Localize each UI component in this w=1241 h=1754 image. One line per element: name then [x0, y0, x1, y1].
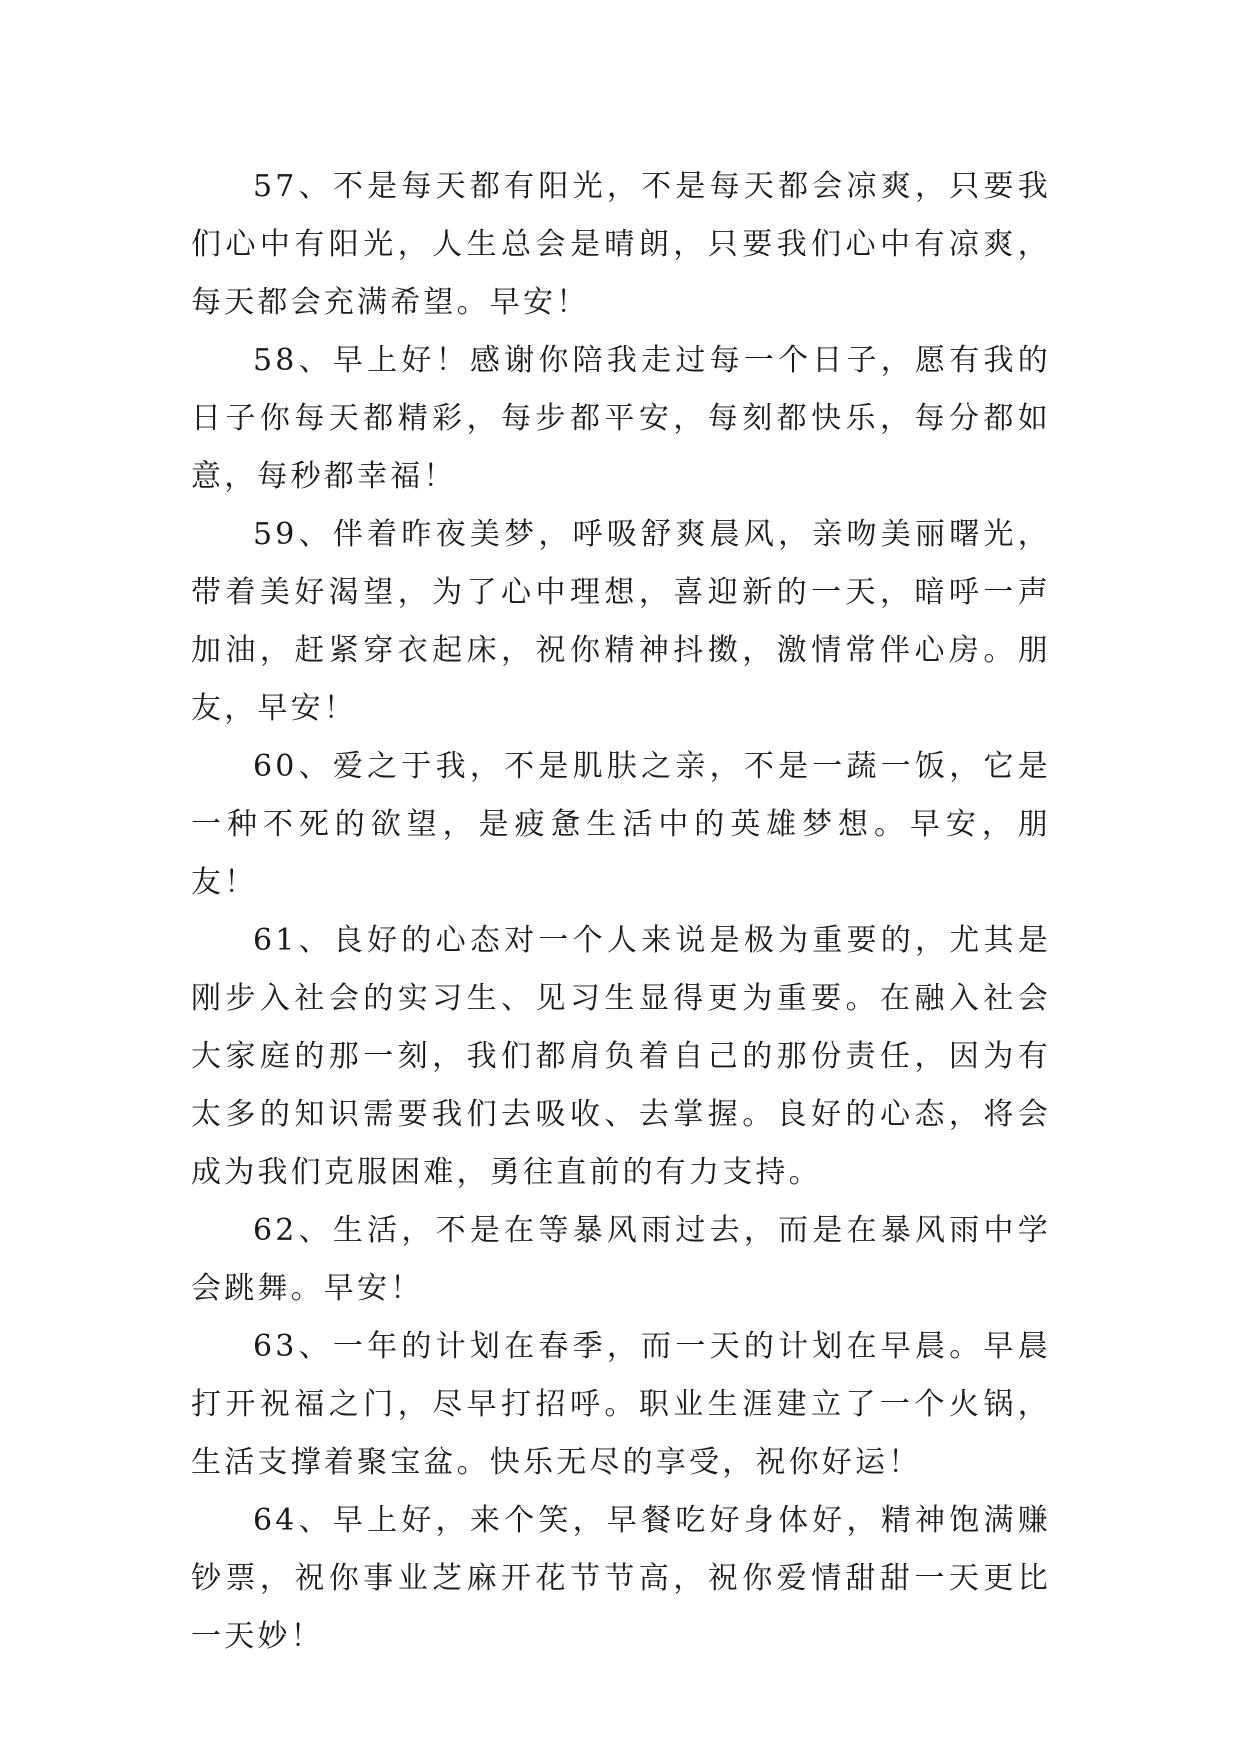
paragraph-62: 62、生活，不是在等暴风雨过去，而是在暴风雨中学会跳舞。早安！: [191, 1213, 1051, 1306]
paragraph-63: 63、一年的计划在春季，而一天的计划在早晨。早晨打开祝福之门，尽早打招呼。职业生涯建立了一个火锅，生活支撑着聚宝盆。快乐无尽的享受，祝你好运！: [191, 1329, 1051, 1480]
document-body: [191, 158, 1051, 1666]
paragraph-60: 60、爱之于我，不是肌肤之亲，不是一蔬一饭，它是一种不死的欲望，是疲惫生活中的英雄梦想。早安，朋友！: [191, 749, 1051, 900]
paragraph-57: 57、不是每天都有阳光，不是每天都会凉爽，只要我们心中有阳光，人生总会是晴朗，只要我们心中有凉爽，每天都会充满希望。早安！: [191, 169, 1051, 320]
paragraph-61: 61、良好的心态对一个人来说是极为重要的，尤其是刚步入社会的实习生、见习生显得更为重要。在融入社会大家庭的那一刻，我们都肩负着自己的那份责任，因为有太多的知识需要我们去吸收、去掌握。良好的心态，将会成为我们克服困难，勇往直前的有力支持。: [191, 923, 1051, 1190]
paragraph-58: 58、早上好！感谢你陪我走过每一个日子，愿有我的日子你每天都精彩，每步都平安，每刻都快乐，每分都如意，每秒都幸福！: [191, 343, 1051, 494]
paragraph-59: 59、伴着昨夜美梦，呼吸舒爽晨风，亲吻美丽曙光，带着美好渴望，为了心中理想，喜迎新的一天，暗呼一声加油，赶紧穿衣起床，祝你精神抖擞，激情常伴心房。朋友，早安！: [191, 517, 1051, 726]
paragraph-64: 64、早上好，来个笑，早餐吃好身体好，精神饱满赚钞票，祝你事业芝麻开花节节高，祝你爱情甜甜一天更比一天妙！: [191, 1503, 1051, 1654]
